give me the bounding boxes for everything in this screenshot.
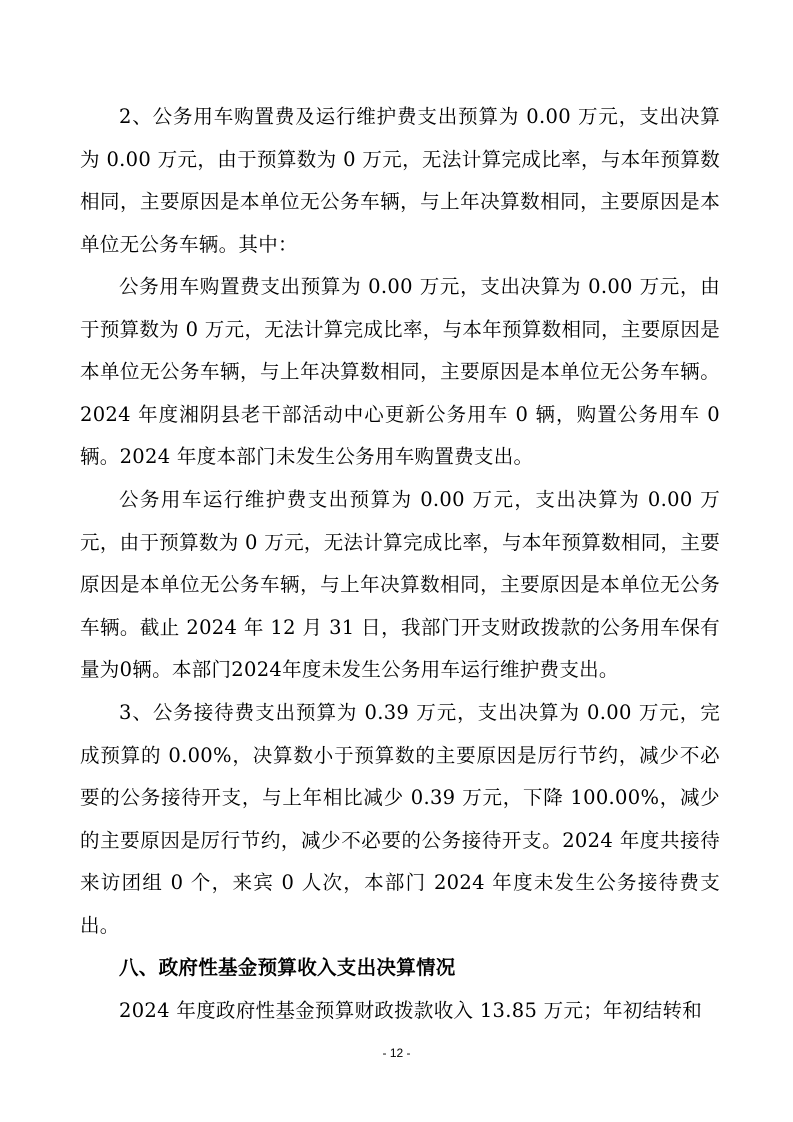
page-number: - 12 - [382,1046,411,1060]
paragraph-vehicle-purchase: 公务用车购置费支出预算为 0.00 万元，支出决算为 0.00 万元，由于预算数为 0 万元，无法计算完成比率，与本年预算数相同，主要原因是本单位无公务车辆，与上年决算数相同，主要原因是本单位无公务车辆。2024 年度湘阴县老干部活动中心更新公务用车 0 辆，购置公务用车 0 辆。2024 年度本部门未发生公务用车购置费支出。 [80,275,720,468]
paragraph-reception-costs: 3、公务接待费支出预算为 0.39 万元，支出决算为 0.00 万元，完成预算的 0.00%，决算数小于预算数的主要原因是厉行节约，减少不必要的公务接待开支，与上年相比减少 0.39 万元，下降 100.00%，减少的主要原因是厉行节约，减少不必要的公务接待开支。2024 年度共接待来访团组 0 个，来宾 0 人次，本部门 2024 年度未发生公务接待费支出。 [80,701,720,937]
paragraph-fund-income: 2024 年度政府性基金预算财政拨款收入 13.85 万元；年初结转和 [119,999,703,1022]
paragraph-vehicle-costs: 2、公务用车购置费及运行维护费支出预算为 0.00 万元，支出决算为 0.00 万元，由于预算数为 0 万元，无法计算完成比率，与本年预算数相同，主要原因是本单位无公务车辆，与上年决算数相同，主要原因是本单位无公务车辆。其中： [80,105,720,256]
paragraph-vehicle-maintenance: 公务用车运行维护费支出预算为 0.00 万元，支出决算为 0.00 万元，由于预算数为 0 万元，无法计算完成比率，与本年预算数相同，主要原因是本单位无公务车辆，与上年决算数相同，主要原因是本单位无公务车辆。截止 2024 年 12 月 31 日，我部门开支财政拨款的公务用车保有量为0辆。本部门2024年度未发生公务用车运行维护费支出。 [80,488,720,681]
section-heading: 八、政府性基金预算收入支出决算情况 [119,956,456,979]
